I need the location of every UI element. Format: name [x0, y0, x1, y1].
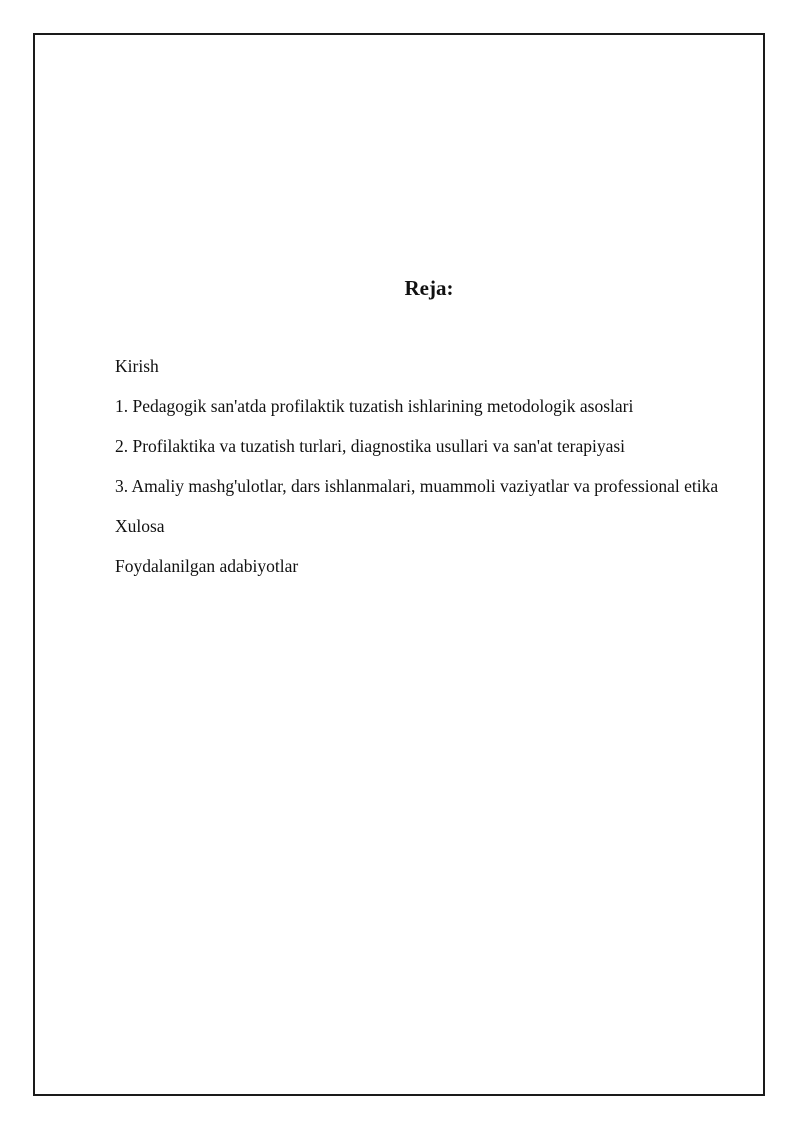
plan-item-chapter-2: 2. Profilaktika va tuzatish turlari, diagnostika usullari va san'at terapiyasi — [115, 436, 626, 456]
plan-item-chapter-3: 3. Amaliy mashg'ulotlar, dars ishlanmalari, muammoli vaziyatlar va professional etika — [115, 476, 719, 496]
page-title: Reja: — [404, 276, 454, 300]
plan-list — [115, 350, 730, 590]
plan-item-references: Foydalanilgan adabiyotlar — [115, 556, 299, 576]
plan-item-introduction: Kirish — [115, 356, 159, 376]
plan-item-conclusion: Xulosa — [115, 516, 165, 536]
plan-item-chapter-1: 1. Pedagogik san'atda profilaktik tuzatish ishlarining metodologik asoslari — [115, 396, 634, 416]
